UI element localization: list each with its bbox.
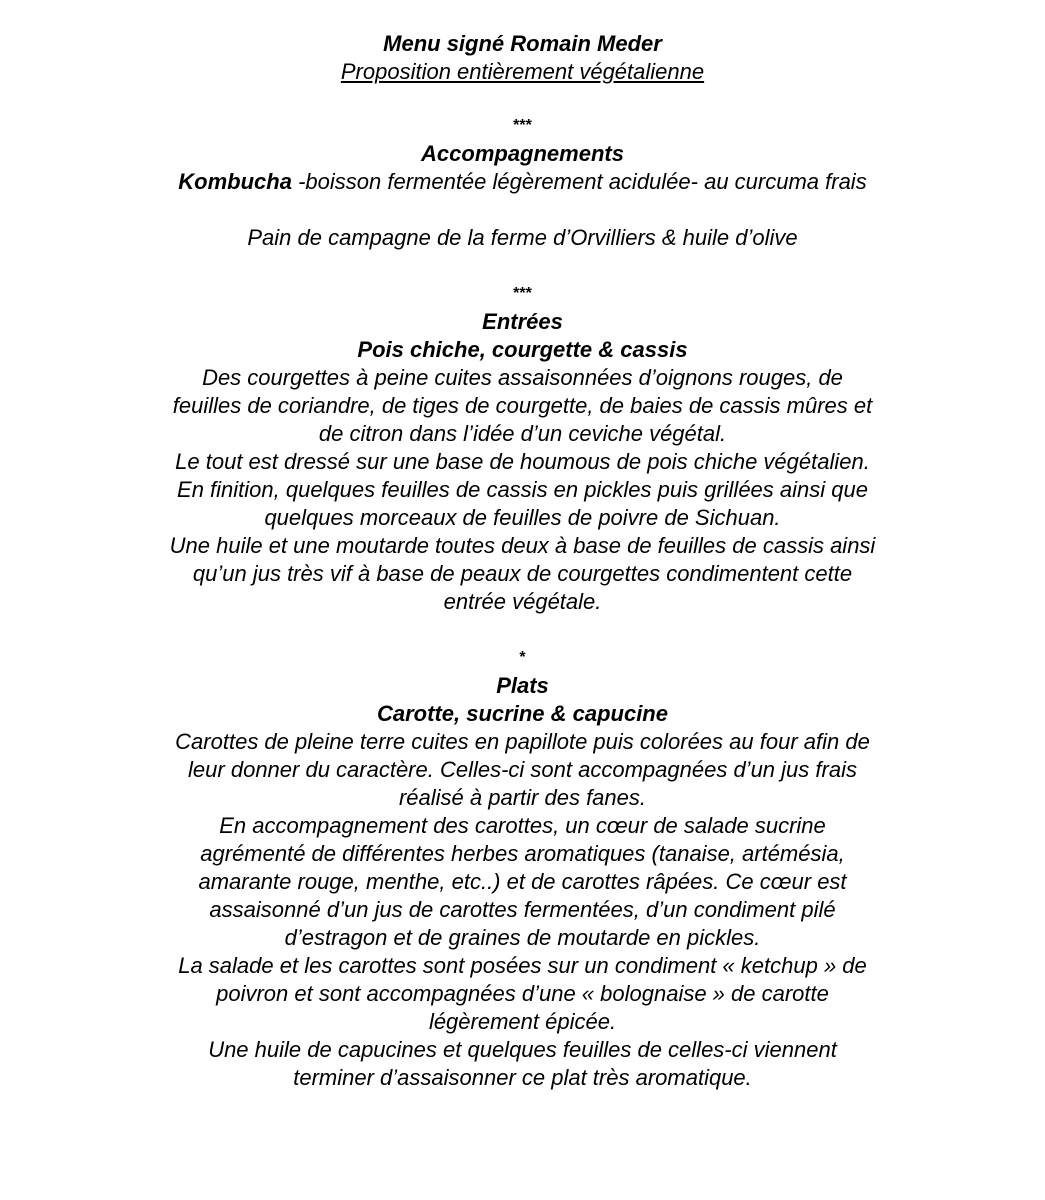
entree-description-line: feuilles de coriandre, de tiges de courgette, de baies de cassis mûres et — [172, 393, 873, 418]
section-heading-plats: Plats — [496, 673, 549, 698]
section-heading-entrees: Entrées — [482, 309, 563, 334]
plat-description-line: En accompagnement des carottes, un cœur de salade sucrine — [219, 813, 826, 838]
entree-description-line: Des courgettes à peine cuites assaisonnées d’oignons rouges, de — [202, 365, 843, 390]
pain-line: Pain de campagne de la ferme d’Orvilliers & huile d’olive — [247, 225, 798, 250]
plat-description-line: d’estragon et de graines de moutarde en pickles. — [284, 925, 761, 950]
separator-stars: *** — [513, 285, 532, 302]
section-heading-accompagnements: Accompagnements — [421, 141, 624, 166]
plat-description-line: assaisonné d’un jus de carottes fermentées, d’un condiment pilé — [209, 897, 836, 922]
dish-title-entree: Pois chiche, courgette & cassis — [357, 337, 688, 362]
plat-description-line: réalisé à partir des fanes. — [398, 785, 647, 810]
entree-description-line: entrée végétale. — [443, 589, 602, 614]
menu-title: Menu signé Romain Meder — [383, 31, 662, 56]
separator-stars: *** — [513, 117, 532, 134]
menu-document — [0, 30, 1045, 1092]
plat-description-line: terminer d’assaisonner ce plat très aromatique. — [293, 1065, 752, 1090]
entree-description-line: Une huile et une moutarde toutes deux à base de feuilles de cassis ainsi — [169, 533, 876, 558]
entree-description-line: En finition, quelques feuilles de cassis en pickles puis grillées ainsi que — [177, 477, 868, 502]
separator-star: * — [519, 649, 526, 666]
plat-description-line: agrémenté de différentes herbes aromatiques (tanaise, artémésia, — [200, 841, 845, 866]
entree-description-line: Le tout est dressé sur une base de houmous de pois chiche végétalien. — [175, 449, 870, 474]
plat-description-line: Une huile de capucines et quelques feuilles de celles-ci viennent — [208, 1037, 837, 1062]
kombucha-description: -boisson fermentée légèrement acidulée- au curcuma frais — [291, 169, 867, 194]
entree-description-line: qu’un jus très vif à base de peaux de courgettes condimentent cette — [192, 561, 853, 586]
plat-description-line: amarante rouge, menthe, etc..) et de carottes râpées. Ce cœur est — [198, 869, 847, 894]
kombucha-name: Kombucha — [178, 169, 292, 194]
plat-description-line: légèrement épicée. — [428, 1009, 617, 1034]
menu-subtitle: Proposition entièrement végétalienne — [340, 59, 705, 84]
entree-description-line: de citron dans l’idée d’un ceviche végétal. — [318, 421, 727, 446]
dish-title-plat: Carotte, sucrine & capucine — [377, 701, 668, 726]
plat-description-line: La salade et les carottes sont posées sur un condiment « ketchup » de — [178, 953, 867, 978]
plat-description-line: Carottes de pleine terre cuites en papillote puis colorées au four afin de — [175, 729, 870, 754]
kombucha-line — [0, 168, 1045, 196]
entree-description-line: quelques morceaux de feuilles de poivre de Sichuan. — [264, 505, 781, 530]
plat-description-line: poivron et sont accompagnées d’une « bolognaise » de carotte — [216, 981, 829, 1006]
plat-description-line: leur donner du caractère. Celles-ci sont accompagnées d’un jus frais — [188, 757, 857, 782]
